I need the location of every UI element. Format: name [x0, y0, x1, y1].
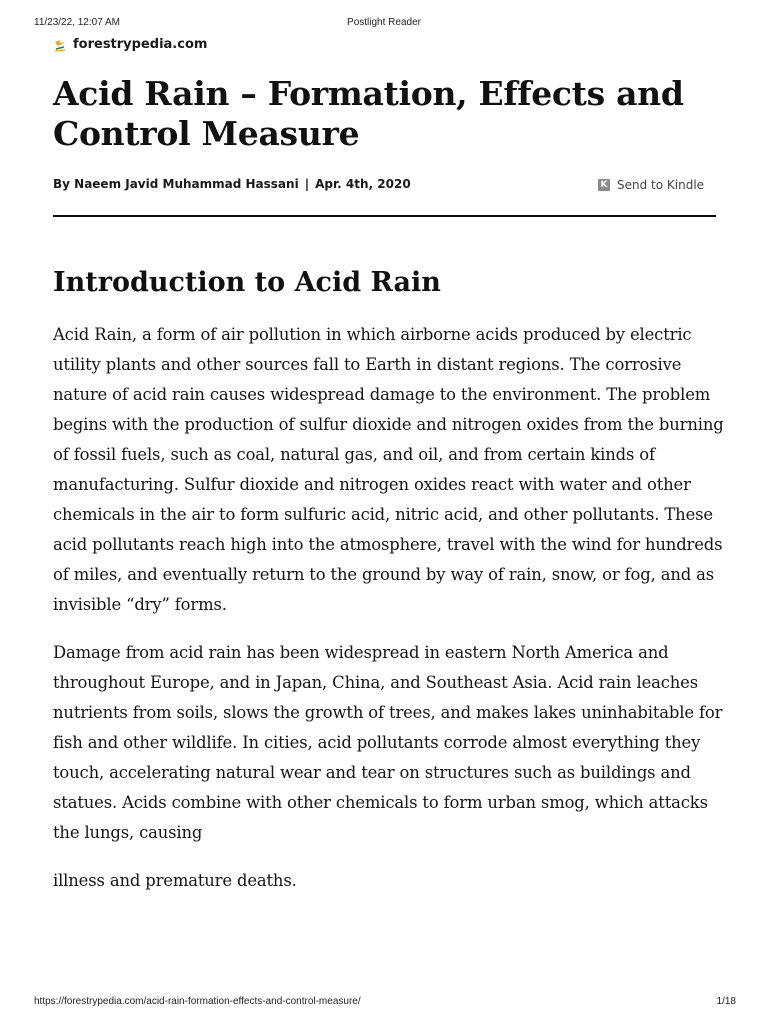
print-footer [0, 996, 768, 1010]
header-divider [53, 215, 716, 217]
section-heading: Introduction to Acid Rain [53, 267, 441, 298]
byline-separator: | [304, 177, 310, 191]
forestrypedia-logo-icon [53, 38, 67, 52]
send-to-kindle-button[interactable] [598, 178, 704, 192]
print-app-name: Postlight Reader [347, 17, 421, 28]
paragraph: Acid Rain, a form of air pollution in which airborne acids produced by electric utility plants and other sources fall to Earth in distant regions. The corrosive nature of acid rain causes widespread damage to the environment. The problem begins with the production of sulfur dioxide and nitrogen oxides from the burning of fossil fuels, such as coal, natural gas, and oil, and from certain kinds of manufacturing. Sulfur dioxide and nitrogen oxides react with water and other chemicals in the air to form sulfuric acid, nitric acid, and other pollutants. These acid pollutants reach high into the atmosphere, travel with the wind for hundreds of miles, and eventually return to the ground by way of rain, snow, or fog, and as invisible “dry” forms. [53, 325, 724, 614]
print-url: https://forestrypedia.com/acid-rain-formation-effects-and-control-measure/ [34, 996, 361, 1007]
kindle-icon: K [598, 179, 610, 191]
paragraph: Damage from acid rain has been widespread in eastern North America and throughout Europe, and in Japan, China, and Southeast Asia. Acid rain leaches nutrients from soils, slows the growth of trees, and makes lakes uninhabitable for fish and other wildlife. In cities, acid pollutants corrode almost everything they touch, accelerating natural wear and tear on structures such as buildings and statues. Acids combine with other chemicals to form urban smog, which attacks the lungs, causing [53, 643, 723, 842]
publish-date: Apr. 4th, 2020 [315, 177, 411, 191]
author: By Naeem Javid Muhammad Hassani [53, 177, 299, 191]
site-link[interactable] [53, 37, 207, 52]
article-title: Acid Rain – Formation, Effects and Control Measure [53, 74, 684, 153]
page-number: 1/18 [716, 996, 736, 1007]
send-to-kindle-label: Send to Kindle [617, 178, 705, 192]
site-name: forestrypedia.com [73, 37, 208, 52]
print-timestamp: 11/23/22, 12:07 AM [34, 17, 120, 28]
print-header [0, 17, 768, 31]
paragraph: illness and premature deaths. [53, 871, 297, 890]
byline [53, 177, 411, 191]
